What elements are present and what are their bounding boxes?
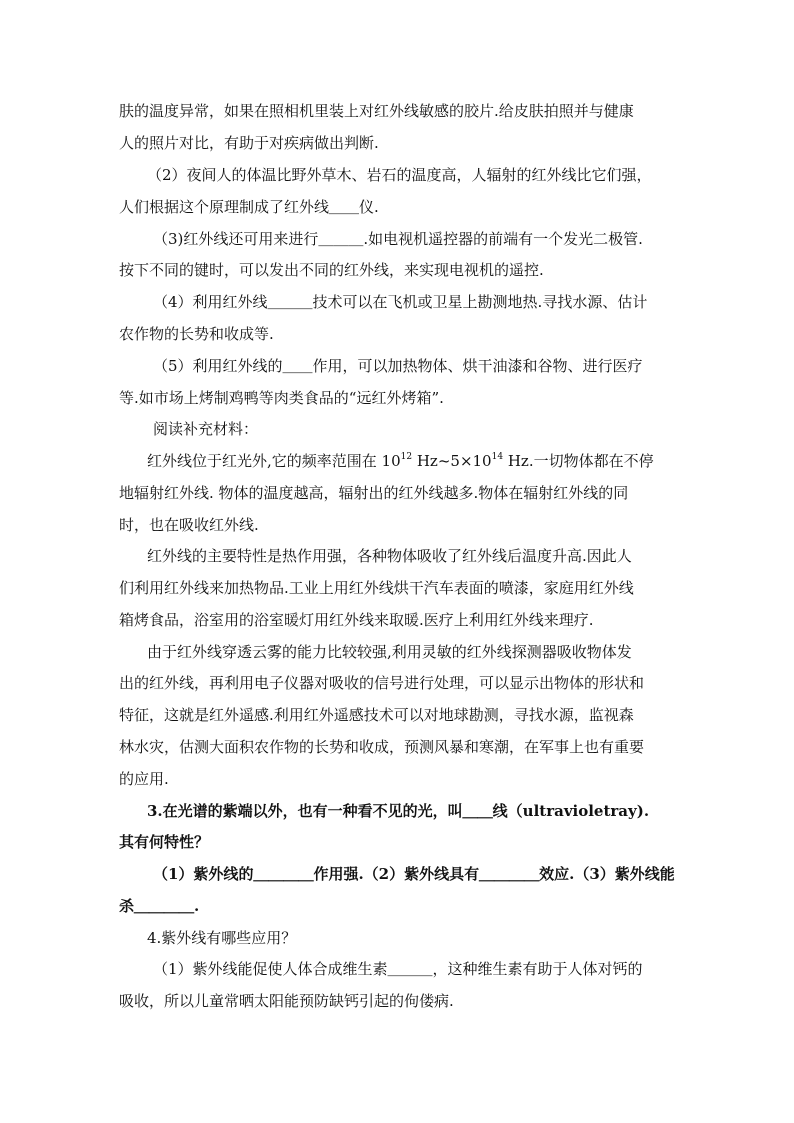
text-line: 人的照片对比，有助于对疾病做出判断.	[119, 134, 379, 152]
question-3: 3.在光谱的紫端以外，也有一种看不见的光，叫＿＿线（ultravioletray).	[147, 802, 650, 820]
text-line: 吸收，所以儿童常晒太阳能预防缺钙引起的佝偻病.	[119, 992, 454, 1010]
text-line: （5）利用红外线的＿＿作用，可以加热物体、烘干油漆和谷物、进行医疗	[153, 357, 643, 375]
text-line: 特征，这就是红外遥感.利用红外遥感技术可以对地球勘测，寻找水源，监视森	[119, 706, 634, 724]
text-line: 农作物的长势和收成等.	[119, 325, 274, 343]
text-line: 由于红外线穿透云雾的能力比较较强,利用灵敏的红外线探测器吸收物体发	[147, 643, 632, 661]
question-3-answers-continued: 杀＿＿＿＿.	[119, 897, 200, 915]
section-heading: 阅读补充材料：	[153, 420, 259, 438]
text-line: 地辐射红外线. 物体的温度越高，辐射出的红外线越多.物体在辐射红外线的同	[119, 484, 629, 502]
text-line-with-superscript: 红外线位于红光外,它的频率范围在 $10^{12}$ $Hz\sim 5\times 10^{14}$ Hz.一切物体都在不停	[147, 452, 654, 470]
text-line: 出的红外线，再利用电子仪器对吸收的信号进行处理，可以显示出物体的形状和	[119, 674, 645, 692]
text-line: （4）利用红外线＿＿＿技术可以在飞机或卫星上勘测地热.寻找水源、估计	[153, 293, 648, 311]
question-3-answers: （1）紫外线的＿＿＿＿作用强.（2）紫外线具有＿＿＿＿效应.（3）紫外线能	[153, 865, 675, 883]
text-line: 箱烤食品，浴室用的浴室暖灯用红外线来取暖.医疗上利用红外线来理疗.	[119, 611, 594, 629]
text-line: 按下不同的键时，可以发出不同的红外线，来实现电视机的遥控.	[119, 261, 544, 279]
question-4: 4.紫外线有哪些应用？	[147, 929, 297, 947]
text-line: 们利用红外线来加热物品.工业上用红外线烘干汽车表面的喷漆，家庭用红外线	[119, 579, 634, 597]
text-line: 时，也在吸收红外线.	[119, 516, 259, 534]
text-line: 人们根据这个原理制成了红外线＿＿仪.	[119, 198, 379, 216]
text-line: （2）夜间人的体温比野外草木、岩石的温度高，人辐射的红外线比它们强，	[147, 166, 652, 184]
question-3-continued: 其有何特性？	[119, 833, 210, 851]
text-line: 肤的温度异常，如果在照相机里装上对红外线敏感的胶片.给皮肤拍照并与健康	[119, 102, 634, 120]
text-line: 的应用.	[119, 770, 169, 788]
text-line: （1）紫外线能促使人体合成维生素＿＿＿，这种维生素有助于人体对钙的	[153, 960, 643, 978]
text-line: （3)红外线还可用来进行＿＿＿.如电视机遥控器的前端有一个发光二极管.	[153, 230, 643, 248]
text-line: 红外线的主要特性是热作用强，各种物体吸收了红外线后温度升高.因此人	[147, 547, 632, 565]
text-line: 等.如市场上烤制鸡鸭等肉类食品的“远红外烤箱”.	[119, 389, 444, 407]
text-line: 林水灾，估测大面积农作物的长势和收成，预测风暴和寒潮，在军事上也有重要	[119, 738, 645, 756]
